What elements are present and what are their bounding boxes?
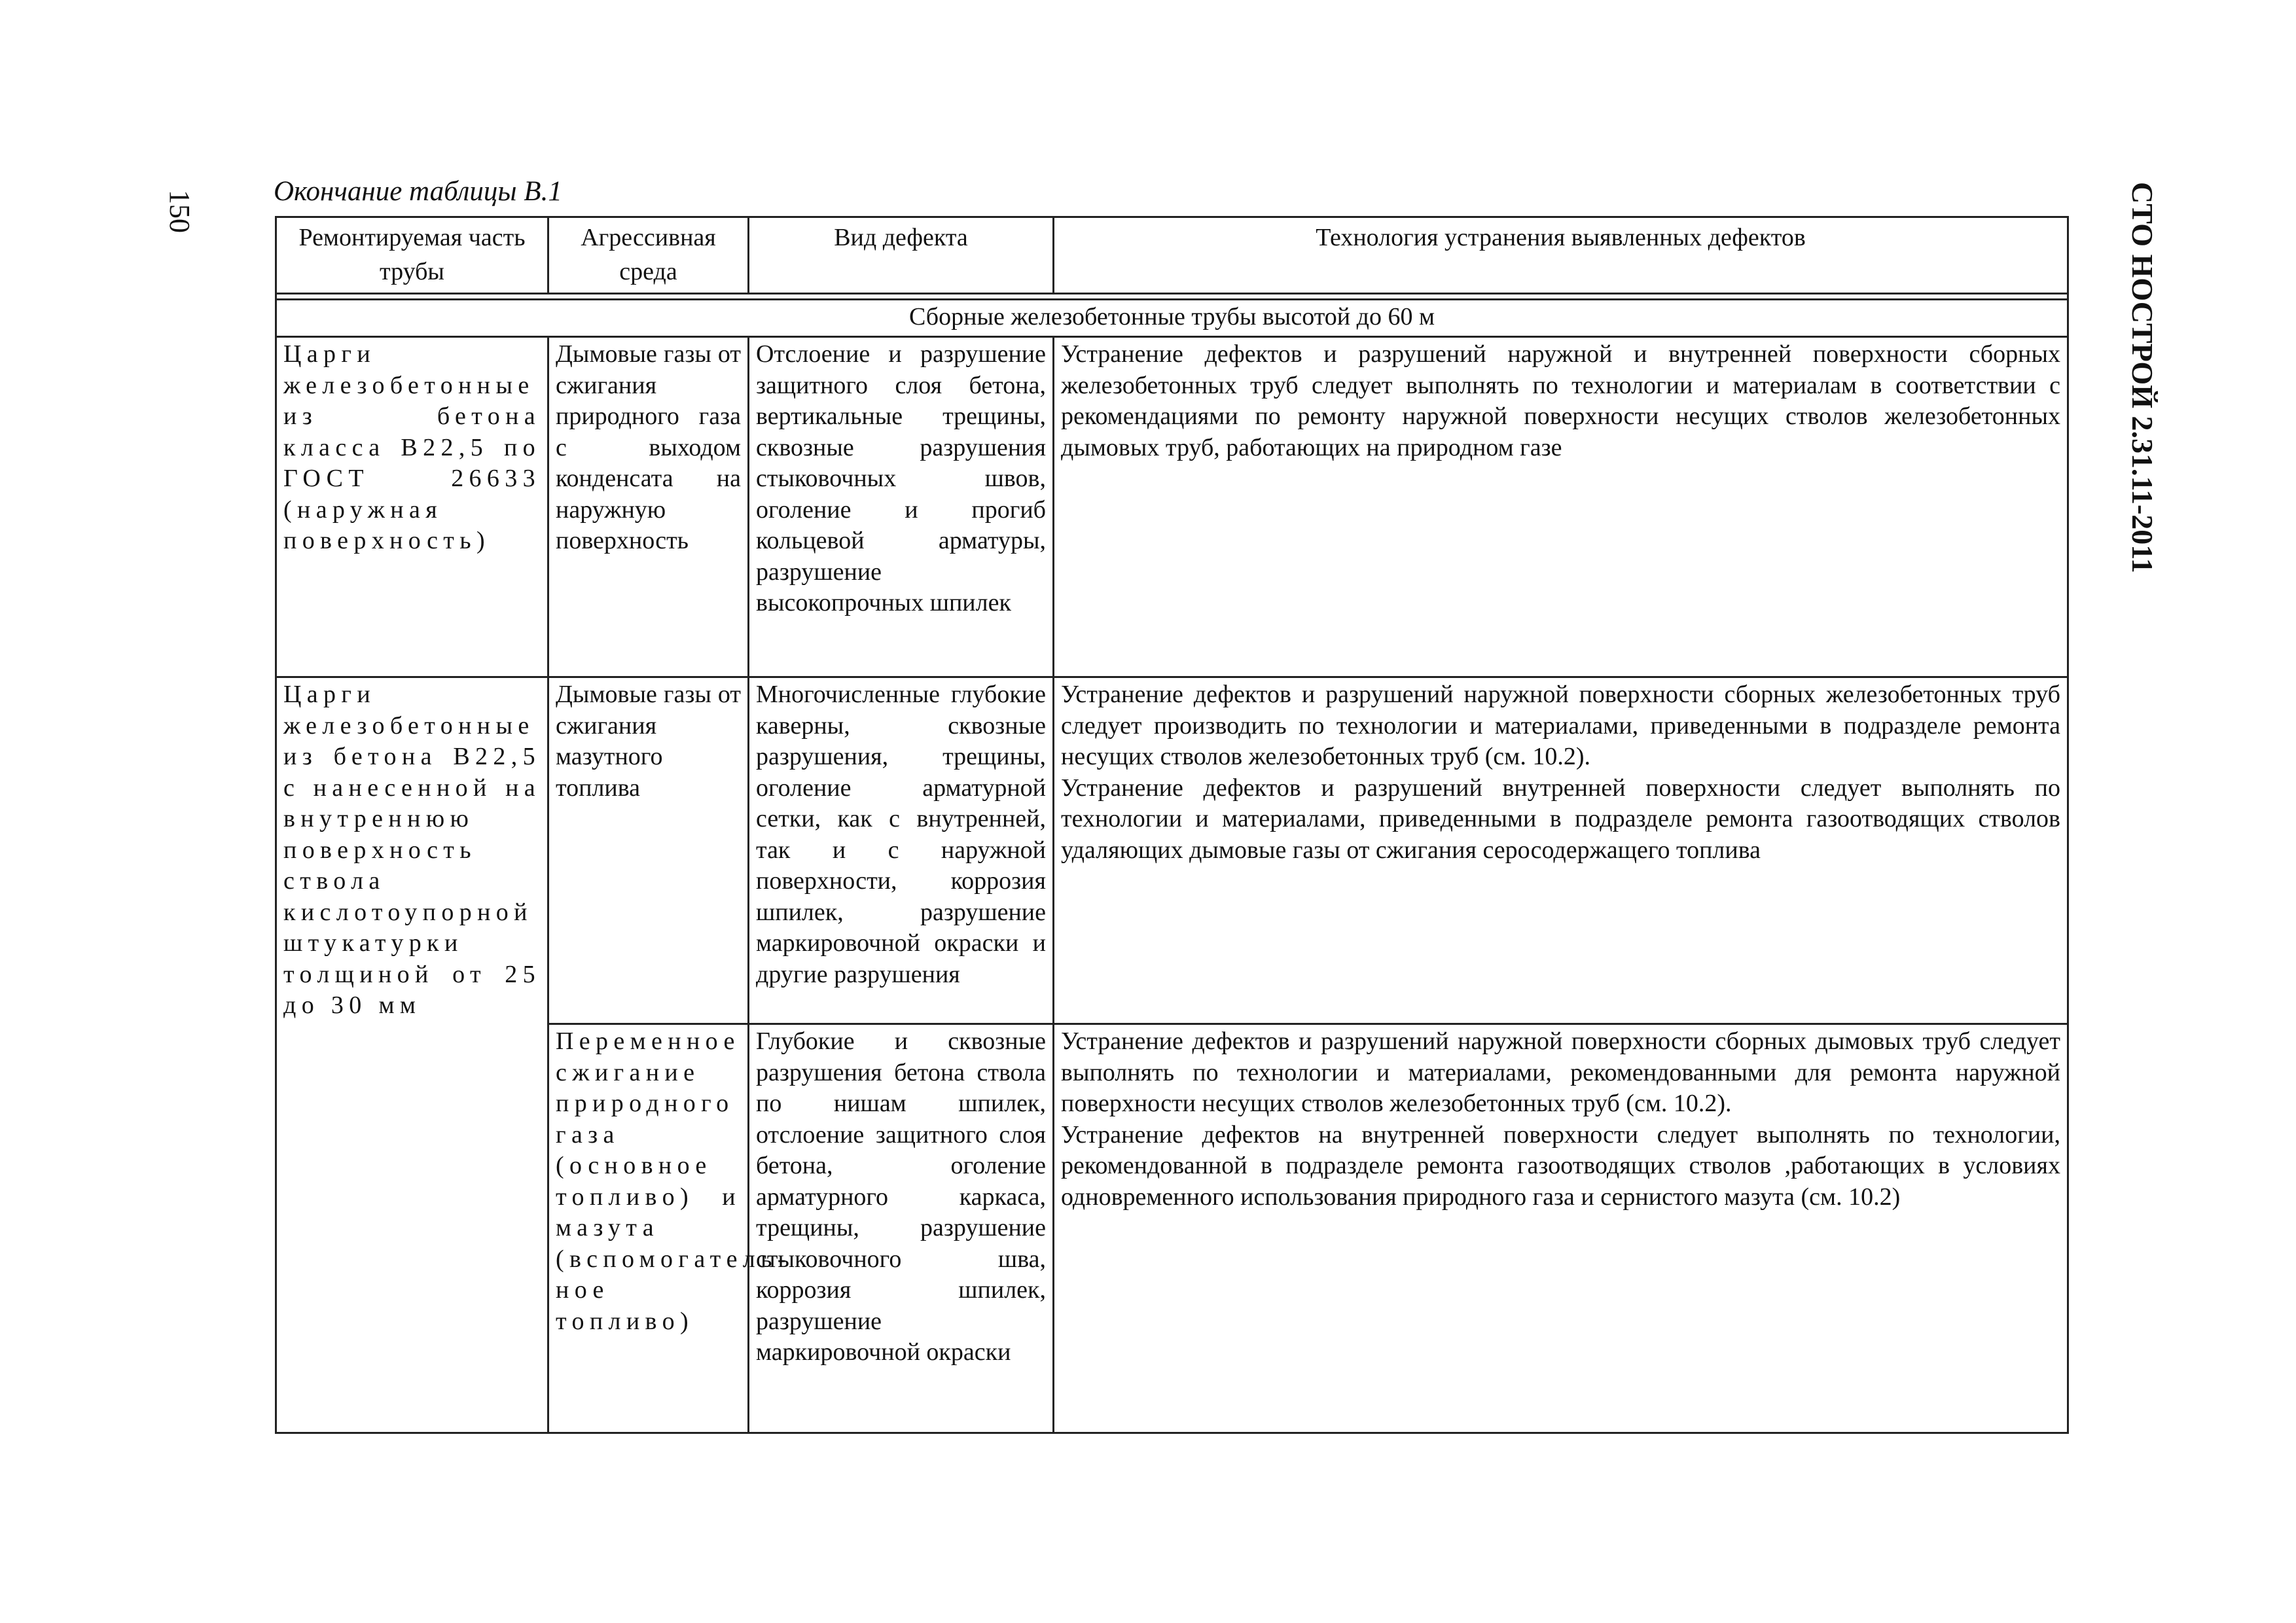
header-defect-type: Вид дефекта <box>749 217 1054 294</box>
section-title: Сборные железобетонные трубы высотой до 60 м <box>276 300 2068 337</box>
page-number: 150 <box>164 190 196 233</box>
technology-paragraph: Устранение дефектов и разрушений наружной поверхности сборных дымовых труб следует выполнять по технологии и материалами, рекомендованными для ремонта наружной поверхности несущих стволов железобетонных труб (см. 10.2). <box>1061 1027 2060 1117</box>
cell-technology <box>1054 677 2068 1024</box>
technology-paragraph: Устранение дефектов на внутренней поверхности следует выполнять по технологии, рекомендованной в подразделе ремонта газоотводящих стволов ,работающих в условиях одновременного использования природного газа и сернистого мазута (см. 10.2) <box>1061 1120 2060 1211</box>
cell-technology <box>1054 1024 2068 1433</box>
section-separator <box>276 294 2068 300</box>
header-repair-part: Ремонтируемая часть трубы <box>276 217 548 294</box>
cell-part: Царги железобетонные из бетона В22,5 с нанесенной на внутреннюю поверхность ствола кислотоупорной штукатурки толщиной от 25 до 30 мм <box>276 677 548 1433</box>
cell-defect: Глубокие и сквозные разрушения бетона ствола по нишам шпилек, отслоение защитного слоя бетона, оголение арматурного каркаса, трещины, разрушение стыковочного шва, коррозия шпилек, разрушение маркировочной окраски <box>749 1024 1054 1433</box>
document-code: СТО НОСТРОЙ 2.31.11-2011 <box>2126 182 2159 573</box>
cell-medium: Дымовые газы от сжигания природного газа с выходом конденсата на наружную поверхность <box>548 337 749 677</box>
header-aggressive-medium: Агрессивная среда <box>548 217 749 294</box>
cell-part: Царги железобетонные из бетона класса В22,5 по ГОСТ 26633 (наружная поверхность) <box>276 337 548 677</box>
technology-paragraph: Устранение дефектов и разрушений внутренней поверхности следует выполнять по технологии и материалами, приведенными в подразделе ремонта газоотводящих стволов удаляющих дымовые газы от сжигания серосодержащего топлива <box>1061 774 2060 864</box>
defects-table <box>275 216 2069 1434</box>
table-row <box>276 677 2068 1024</box>
technology-paragraph: Устранение дефектов и разрушений наружной поверхности сборных железобетонных труб следует производить по технологии и материалами, приведенными в подразделе ремонта несущих стволов железобетонных труб (см. 10.2). <box>1061 681 2060 770</box>
cell-medium: Дымовые газы от сжигания мазутного топлива <box>548 677 749 1024</box>
cell-defect: Отслоение и разрушение защитного слоя бетона, вертикальные трещины, сквозные разрушения стыковочных швов, оголение и прогиб кольцевой арматуры, разрушение высокопрочных шпилек <box>749 337 1054 677</box>
section-title-row <box>276 300 2068 337</box>
cell-technology: Устранение дефектов и разрушений наружной и внутренней поверхности сборных железобетонных труб следует выполнять по технологии и материалам в соответствии с рекомендациями по ремонту наружной поверхности несущих стволов железобетонных дымовых труб, работающих на природном газе <box>1054 337 2068 677</box>
table-caption: Окончание таблицы В.1 <box>274 176 562 207</box>
cell-defect: Многочисленные глубокие каверны, сквозные разрушения, трещины, оголение арматурной сетки, как с внутренней, так и с наружной поверхности, коррозия шпилек, разрушение маркировочной окраски и другие разрушения <box>749 677 1054 1024</box>
table-row <box>276 337 2068 677</box>
cell-medium: Переменное сжигание природного газа (основное топливо) и мазута (вспомогатель-ное топливо) <box>548 1024 749 1433</box>
header-repair-technology: Технология устранения выявленных дефектов <box>1054 217 2068 294</box>
table-header-row <box>276 217 2068 294</box>
